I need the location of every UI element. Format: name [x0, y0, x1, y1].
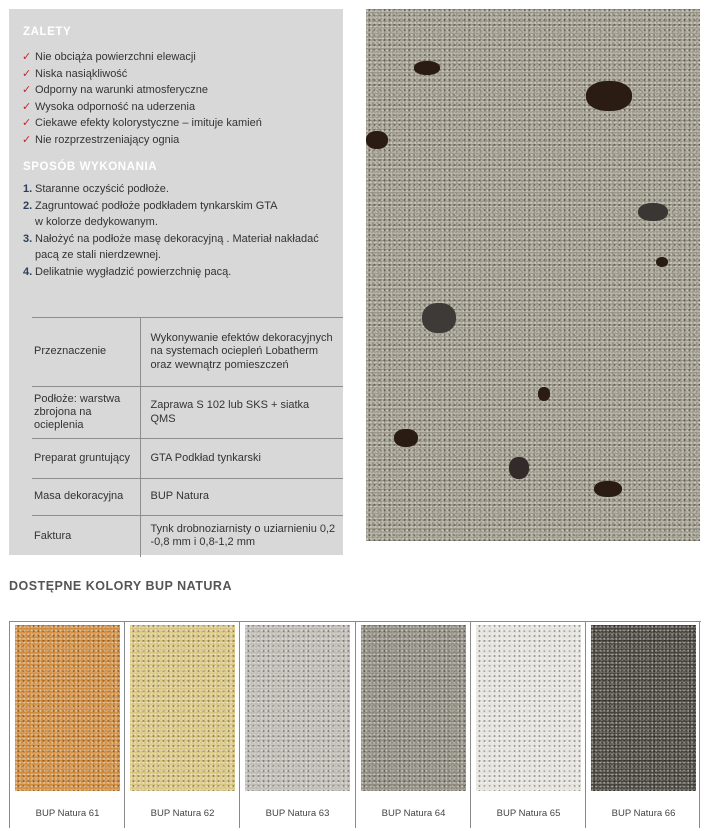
advantage-item: ✓ Odporny na warunki atmosferyczne — [22, 82, 262, 99]
spec-label: Przeznaczenie — [32, 318, 140, 387]
color-swatch-card — [124, 622, 239, 828]
color-swatch — [476, 625, 581, 791]
color-swatch-card — [470, 622, 585, 828]
color-swatch-card — [239, 622, 354, 828]
colors-heading: DOSTĘPNE KOLORY BUP NATURA — [9, 579, 232, 593]
stone-chip — [422, 303, 456, 333]
method-step: 4. Delikatnie wygładzić powierzchnię pacą. — [23, 265, 232, 278]
color-swatch-label: BUP Natura 63 — [265, 808, 330, 819]
checkmark-icon: ✓ — [22, 84, 32, 97]
stone-chip — [594, 481, 622, 497]
spec-value: Wykonywanie efektów dekoracyjnych na systemach ociepleń Lobatherm oraz wewnątrz pomieszczeń — [150, 332, 333, 371]
color-swatch-label: BUP Natura 62 — [150, 808, 215, 819]
stone-chip — [366, 131, 388, 149]
stone-chip — [638, 203, 668, 221]
spec-row — [32, 318, 343, 387]
color-swatch-label: BUP Natura 64 — [381, 808, 446, 819]
color-swatch — [591, 625, 696, 791]
spec-row — [32, 479, 343, 516]
method-heading: SPOSÓB WYKONANIA — [23, 161, 158, 173]
color-swatch-label: BUP Natura 61 — [35, 808, 100, 819]
spec-label: Masa dekoracyjna — [32, 479, 140, 516]
checkmark-icon: ✓ — [22, 67, 32, 80]
spec-value: GTA Podkład tynkarski — [150, 451, 261, 464]
spec-row — [32, 387, 343, 439]
spec-label: Preparat gruntujący — [32, 439, 140, 479]
checkmark-icon: ✓ — [22, 100, 32, 113]
color-swatch — [361, 625, 466, 791]
spec-row — [32, 516, 343, 557]
method-steps — [23, 181, 319, 281]
color-swatch-card — [585, 622, 700, 828]
advantage-item: ✓ Ciekawe efekty kolorystyczne – imituje kamień — [22, 115, 262, 132]
stone-chip — [394, 429, 418, 447]
spec-table — [32, 317, 343, 557]
spec-value: BUP Natura — [150, 490, 209, 503]
advantages-list — [22, 49, 262, 149]
stone-chip — [509, 457, 529, 479]
advantage-item: ✓ Nie rozprzestrzeniający ognia — [22, 132, 262, 149]
color-swatch — [15, 625, 120, 791]
texture-preview-image — [366, 9, 700, 541]
color-swatch — [130, 625, 235, 791]
checkmark-icon: ✓ — [22, 117, 32, 130]
spec-label: Faktura — [32, 516, 140, 557]
stone-chip — [538, 387, 550, 401]
spec-label: Podłoże: warstwa zbrojona na ocieplenia — [32, 387, 140, 439]
color-swatch-card — [9, 622, 124, 828]
color-swatch-label: BUP Natura 65 — [496, 808, 561, 819]
color-swatch-row — [9, 621, 701, 827]
stone-chip — [414, 61, 440, 75]
spec-value: Tynk drobnoziarnisty o uziarnieniu 0,2 -0,8 mm i 0,8-1,2 mm — [150, 523, 336, 549]
advantage-item: ✓ Wysoka odporność na uderzenia — [22, 99, 262, 116]
advantages-heading: ZALETY — [23, 26, 72, 38]
stone-chip — [586, 81, 632, 111]
info-panel — [9, 9, 343, 555]
checkmark-icon: ✓ — [22, 51, 32, 63]
color-swatch-label: BUP Natura 66 — [611, 808, 676, 819]
method-step: 1. Staranne oczyścić podłoże. — [23, 183, 169, 195]
color-swatch — [245, 625, 350, 791]
spec-row — [32, 439, 343, 479]
method-step: 3. Nałożyć na podłoże masę dekoracyjną . Materiał nakładać pacą ze stali nierdzewnej. — [23, 232, 319, 262]
stone-chip — [656, 257, 668, 267]
checkmark-icon: ✓ — [22, 133, 32, 146]
method-step: 2. Zagruntować podłoże podkładem tynkarskim GTA w kolorze dedykowanym. — [23, 199, 278, 229]
spec-value: Zaprawa S 102 lub SKS + siatka QMS — [150, 399, 310, 425]
advantage-item: ✓ Nie obciąża powierzchni elewacji — [22, 49, 262, 66]
advantage-item: ✓ Niska nasiąkliwość — [22, 66, 262, 83]
color-swatch-card — [355, 622, 470, 828]
